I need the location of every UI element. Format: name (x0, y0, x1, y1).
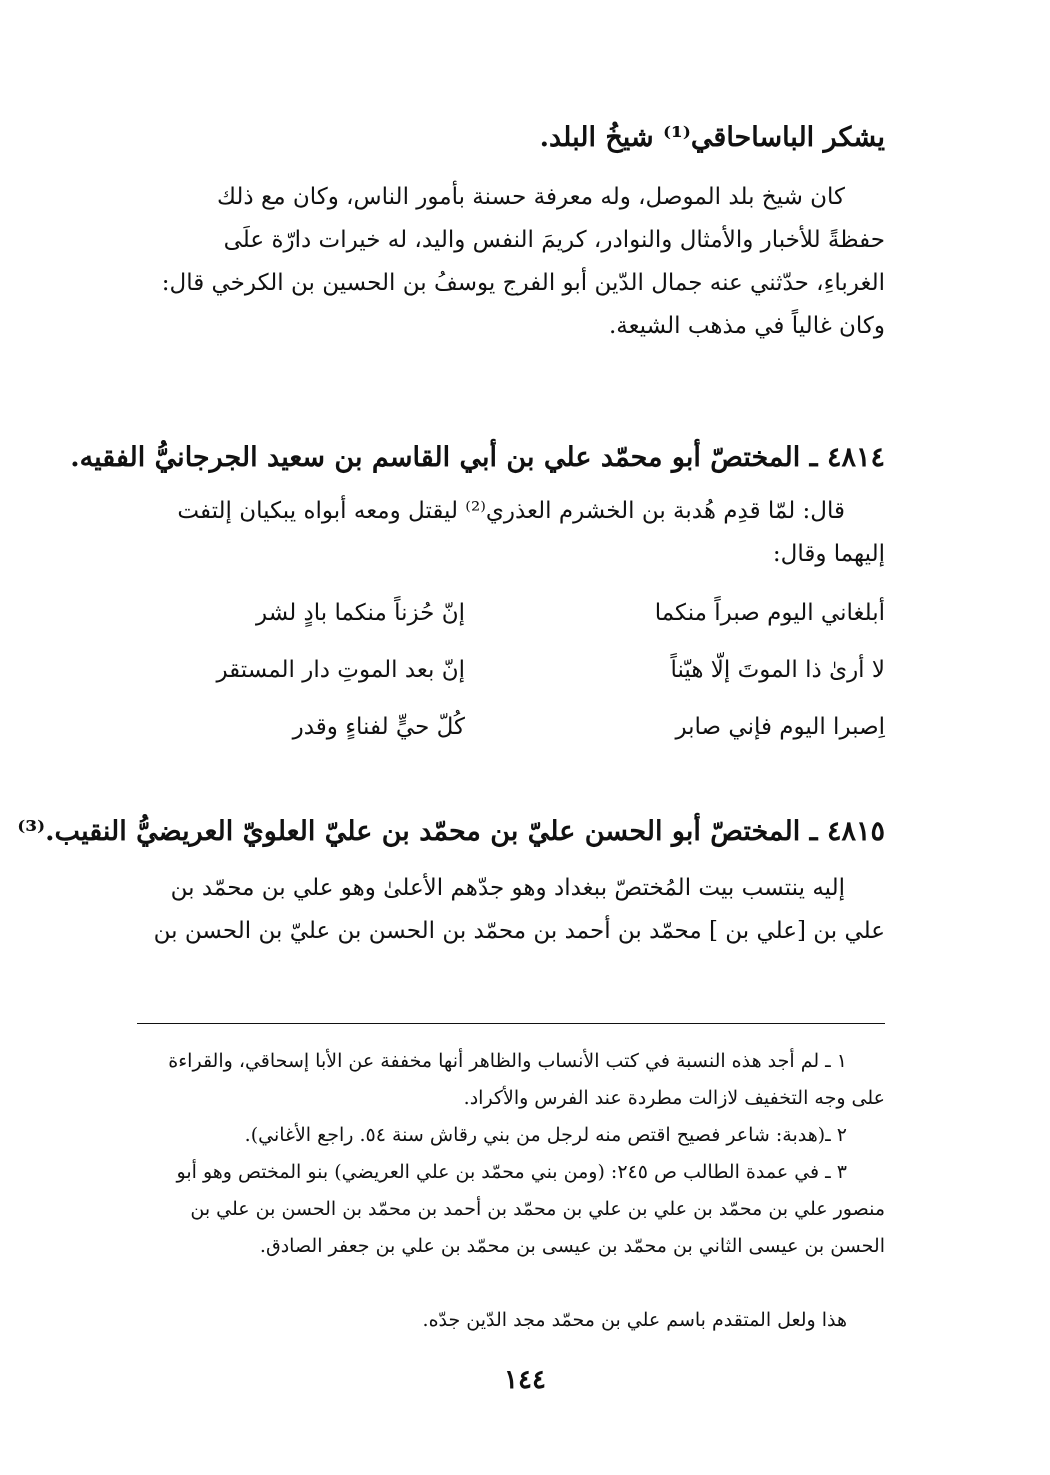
verse-second-hemistich: إنّ حُزناً منكما بادٍ لشر (256, 600, 465, 626)
verse-line (165, 592, 885, 649)
entry-body-4815 (145, 867, 885, 953)
text-line: حفظةً للأخبار والأمثال والنوادر، كريمَ النفس واليد، له خيرات دارّة علَى (223, 227, 885, 253)
footnote-line: هذا ولعل المتقدم باسم علي بن محمّد مجد الدّين جدّه. (422, 1309, 847, 1331)
entry-body-4814 (145, 490, 885, 576)
page-number: ١٤٤ (504, 1365, 546, 1395)
footnote-2 (145, 1117, 885, 1154)
entry-body-yashkur (145, 176, 885, 348)
verse-first-hemistich: اِصبرا اليوم فإني صابر (675, 714, 885, 740)
poem-verses (165, 592, 885, 763)
text-line: إليهما وقال: (772, 541, 885, 567)
footnote-3 (145, 1154, 885, 1265)
verse-line (165, 706, 885, 763)
text-line: وكان غالياً في مذهب الشيعة. (608, 313, 885, 339)
footnote-separator (137, 1023, 885, 1024)
text-line: كان شيخ بلد الموصل، وله معرفة حسنة بأمور الناس، وكان مع ذلك (217, 184, 845, 210)
footnote-line: ٢ ـ(هدبة: شاعر فصيح اقتص منه لرجل من بني رقاش سنة ٥٤. راجع الأغاني). (244, 1124, 847, 1146)
footnote-line: ١ ـ لم أجد هذه النسبة في كتب الأنساب والظاهر أنها مخففة عن الأبا إسحاقي، والقراءة (168, 1050, 847, 1072)
footnote-1 (145, 1043, 885, 1117)
verse-line (165, 649, 885, 706)
footnote-line: منصور علي بن محمّد بن علي بن علي بن محمّد بن أحمد بن محمّد بن الحسن بن علي بن (190, 1198, 885, 1220)
footnote-3-continuation (145, 1302, 885, 1339)
entry-heading-yashkur: يشكر الباساحاقي⁽¹⁾ شيخُ البلد. (539, 122, 885, 153)
text-line: الغرباءِ، حدّثني عنه جمال الدّين أبو الفرج يوسفُ بن الحسين بن الكرخي قال: (161, 270, 885, 296)
footnote-line: الحسن بن عيسى الثاني بن محمّد بن عيسى بن محمّد بن علي بن جعفر الصادق. (259, 1235, 885, 1257)
footnote-line: على وجه التخفيف لازالت مطردة عند الفرس والأكراد. (463, 1087, 885, 1109)
footnote-line: ٣ ـ في عمدة الطالب ص ٢٤٥: (ومن بني محمّد بن علي العريضي) بنو المختص وهو أبو (176, 1161, 847, 1183)
text-line: إليه ينتسب بيت المُختصّ ببغداد وهو جدّهم الأعلىٰ وهو علي بن محمّد بن (170, 875, 845, 901)
entry-heading-4815: ٤٨١٥ ـ المختصّ أبو الحسن عليّ بن محمّد بن عليّ العلويّ العريضيُّ النقيب.⁽³⁾ (17, 816, 885, 847)
text-line: قال: لمّا قدِم هُدبة بن الخشرم العذري⁽²⁾ ليقتل ومعه أبواه يبكيان إلتفت (177, 498, 845, 524)
verse-second-hemistich: إنّ بعد الموتِ دار المستقر (216, 657, 465, 683)
verse-first-hemistich: أبلغاني اليوم صبراً منكما (654, 600, 885, 626)
text-line: علي بن [علي بن ] محمّد بن أحمد بن محمّد بن الحسن بن عليّ بن الحسن بن (153, 918, 885, 944)
entry-heading-4814: ٤٨١٤ ـ المختصّ أبو محمّد علي بن أبي القاسم بن سعيد الجرجانيُّ الفقيه. (70, 442, 885, 473)
verse-first-hemistich: لا أرىٰ ذا الموتَ إلّا هيّناً (670, 657, 885, 683)
verse-second-hemistich: كُلّ حيٍّ لفناءٍ وقدر (292, 714, 465, 740)
